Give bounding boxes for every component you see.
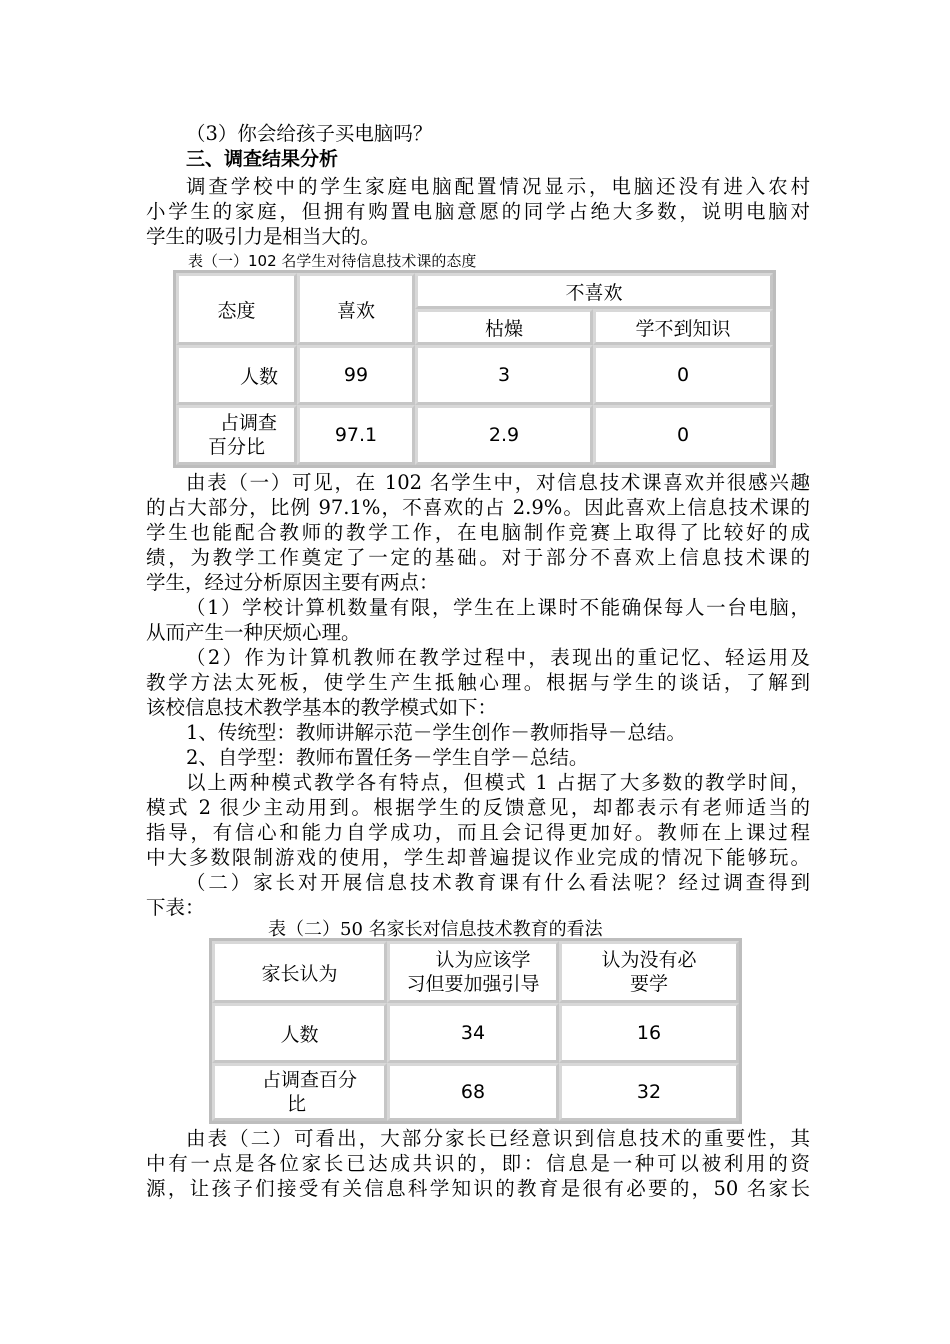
paragraph-line: 的占大部分，比例 97.1%，不喜欢的占 2.9%。因此喜欢上信息技术课的 [146,496,810,519]
table1-row-percent-label [176,405,297,465]
table2-header-should-learn [387,941,559,1003]
table2-cell: 32 [559,1063,739,1121]
paragraph-line: 教学方法太死板，使学生产生抵触心理。根据与学生的谈话，了解到 [146,671,810,694]
paragraph-line: 绩，为教学工作奠定了一定的基础。对于部分不喜欢上信息技术课的 [146,546,810,569]
table2-header-should-b: 习但要加强引导 [406,973,540,995]
table1-cell: 2.9 [415,405,593,465]
table2-header-no-a: 认为没有必 [601,949,697,971]
paragraph-line: 调查学校中的学生家庭电脑配置情况显示，电脑还没有进入农村 [186,175,810,198]
section-heading: 三、调查结果分析 [186,148,339,170]
table2-header-no-need [559,941,739,1003]
paragraph-line: 学生，经过分析原因主要有两点： [146,571,439,594]
paragraph-line: 中有一点是各位家长已达成共识的，即：信息是一种可以被利用的资 [146,1152,810,1175]
paragraph-line: 指导，有信心和能力自学成功，而且会记得更加好。教师在上课过程 [146,821,810,844]
paragraph-line: 该校信息技术教学基本的教学模式如下： [146,696,498,719]
table-2 [212,941,739,1121]
paragraph-line: 小学生的家庭，但拥有购置电脑意愿的同学占绝大多数，说明电脑对 [146,200,810,223]
paragraph-line: 学生的吸引力是相当大的。 [146,225,381,248]
table1-cell: 99 [297,345,415,405]
paragraph-line: 以上两种模式教学各有特点，但模式 1 占据了大多数的教学时间， [186,771,810,794]
table1-header-dislike: 不喜欢 [415,273,773,309]
table-1 [176,273,773,465]
table2-header-should-a: 认为应该学 [435,949,531,971]
paragraph-line: 1、传统型：教师讲解示范－学生创作－教师指导－总结。 [186,721,686,744]
table1-row-count-label: 人数 [176,345,297,405]
table1-cell: 0 [593,345,773,405]
paragraph-line: （2）作为计算机教师在教学过程中，表现出的重记忆、轻运用及 [186,646,810,669]
table2-row-percent-label [212,1063,387,1121]
table1-header-no-knowledge: 学不到知识 [593,309,773,345]
table1-header-like: 喜欢 [297,273,415,345]
table1-cell: 97.1 [297,405,415,465]
paragraph-line: 中大多数限制游戏的使用，学生却普遍提议作业完成的情况下能够玩。 [146,846,810,869]
table1-cell: 0 [593,405,773,465]
table2-row-percent-label-a: 占调查百分 [261,1069,357,1091]
paragraph-line: 下表： [146,896,205,919]
table1-caption: 表（一）102 名学生对待信息技术课的态度 [188,252,477,270]
table2-cell: 34 [387,1003,559,1063]
table2-header-no-b: 要学 [629,973,668,995]
paragraph-line: 由表（二）可看出，大部分家长已经意识到信息技术的重要性，其 [186,1127,810,1150]
table1-row-percent-label-b: 百分比 [207,436,265,458]
paragraph-line: （二）家长对开展信息技术教育课有什么看法呢？经过调查得到 [186,871,810,894]
table2-cell: 16 [559,1003,739,1063]
table1-header-attitude: 态度 [176,273,297,345]
table2-row-count-label: 人数 [212,1003,387,1063]
table1-row-percent-label-a: 占调查 [219,412,277,434]
table2-header-parent: 家长认为 [212,941,387,1003]
table1-cell: 3 [415,345,593,405]
table2-cell: 68 [387,1063,559,1121]
table2-caption: 表（二）50 名家长对信息技术教育的看法 [268,919,603,940]
paragraph-line: 2、自学型：教师布置任务－学生自学－总结。 [186,746,589,769]
paragraph-line: 由表（一）可见，在 102 名学生中，对信息技术课喜欢并很感兴趣 [186,471,810,494]
paragraph-line: 模式 2 很少主动用到。根据学生的反馈意见，却都表示有老师适当的 [146,796,810,819]
paragraph-line: 源，让孩子们接受有关信息科学知识的教育是很有必要的，50 名家长 [146,1177,810,1200]
table1-header-boring: 枯燥 [415,309,593,345]
paragraph-line: 从而产生一种厌烦心理。 [146,621,361,644]
paragraph-line: （1）学校计算机数量有限，学生在上课时不能确保每人一台电脑， [186,596,810,619]
paragraph-line: 学生也能配合教师的教学工作，在电脑制作竞赛上取得了比较好的成 [146,521,810,544]
table2-row-percent-label-b: 比 [287,1093,307,1115]
question-3: （3）你会给孩子买电脑吗？ [186,122,433,145]
